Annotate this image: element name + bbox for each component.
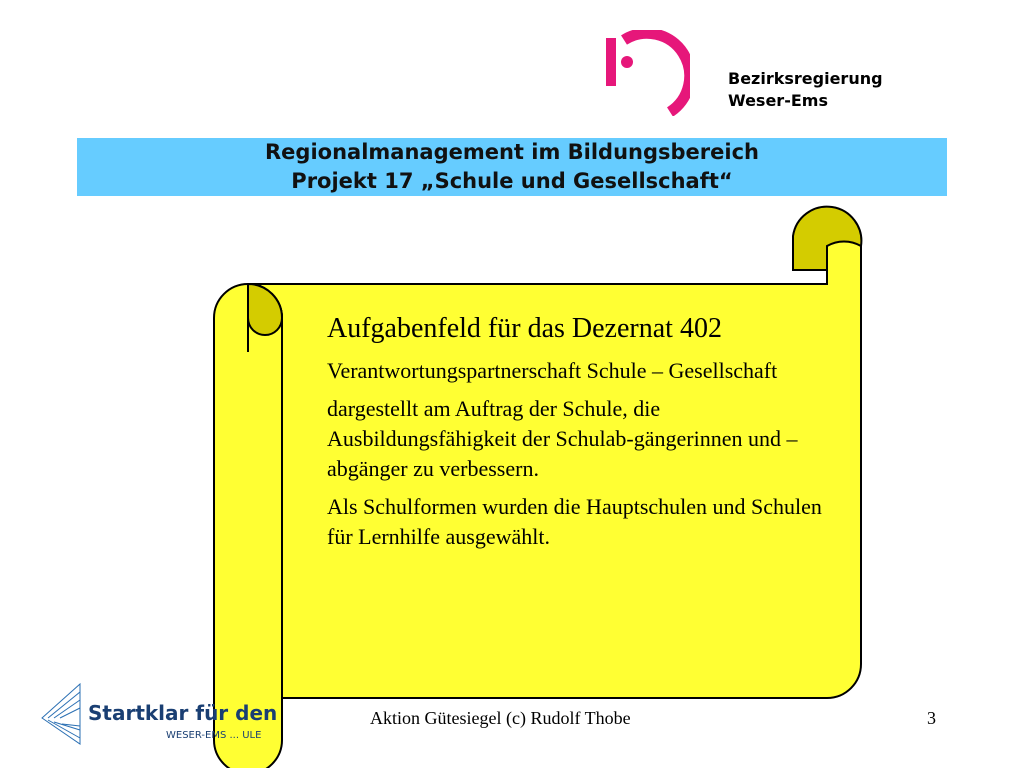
slide-number: 3 bbox=[927, 708, 936, 728]
banner-title-line1: Regionalmanagement im Bildungsbereich bbox=[265, 140, 759, 164]
org-name-line1: Bezirksregierung bbox=[728, 69, 883, 88]
banner-title-line2: Projekt 17 „Schule und Gesellschaft“ bbox=[291, 169, 733, 193]
scroll-paragraph-3: Als Schulformen wurden die Hauptschulen und Schulen für Lernhilfe ausgewählt. bbox=[327, 494, 822, 549]
scroll-content bbox=[327, 312, 839, 560]
scroll-paragraph-1: Verantwortungspartnerschaft Schule – Gesellschaft bbox=[327, 358, 778, 383]
org-name-line2: Weser-Ems bbox=[728, 91, 828, 110]
logo-text-line1: Startklar für den bbox=[88, 701, 278, 725]
footer-credit: Aktion Gütesiegel (c) Rudolf Thobe bbox=[370, 708, 631, 728]
scroll-paragraph-2: dargestellt am Auftrag der Schule, die Ausbildungsfähigkeit der Schulab-gängerinnen und –abgänger zu verbessern. bbox=[327, 396, 798, 481]
startklar-logo-icon bbox=[40, 678, 310, 748]
logo-text-line2: WESER-EMS ... ULE bbox=[166, 730, 262, 741]
scroll-title: Aufgabenfeld für das Dezernat 402 bbox=[327, 313, 722, 344]
